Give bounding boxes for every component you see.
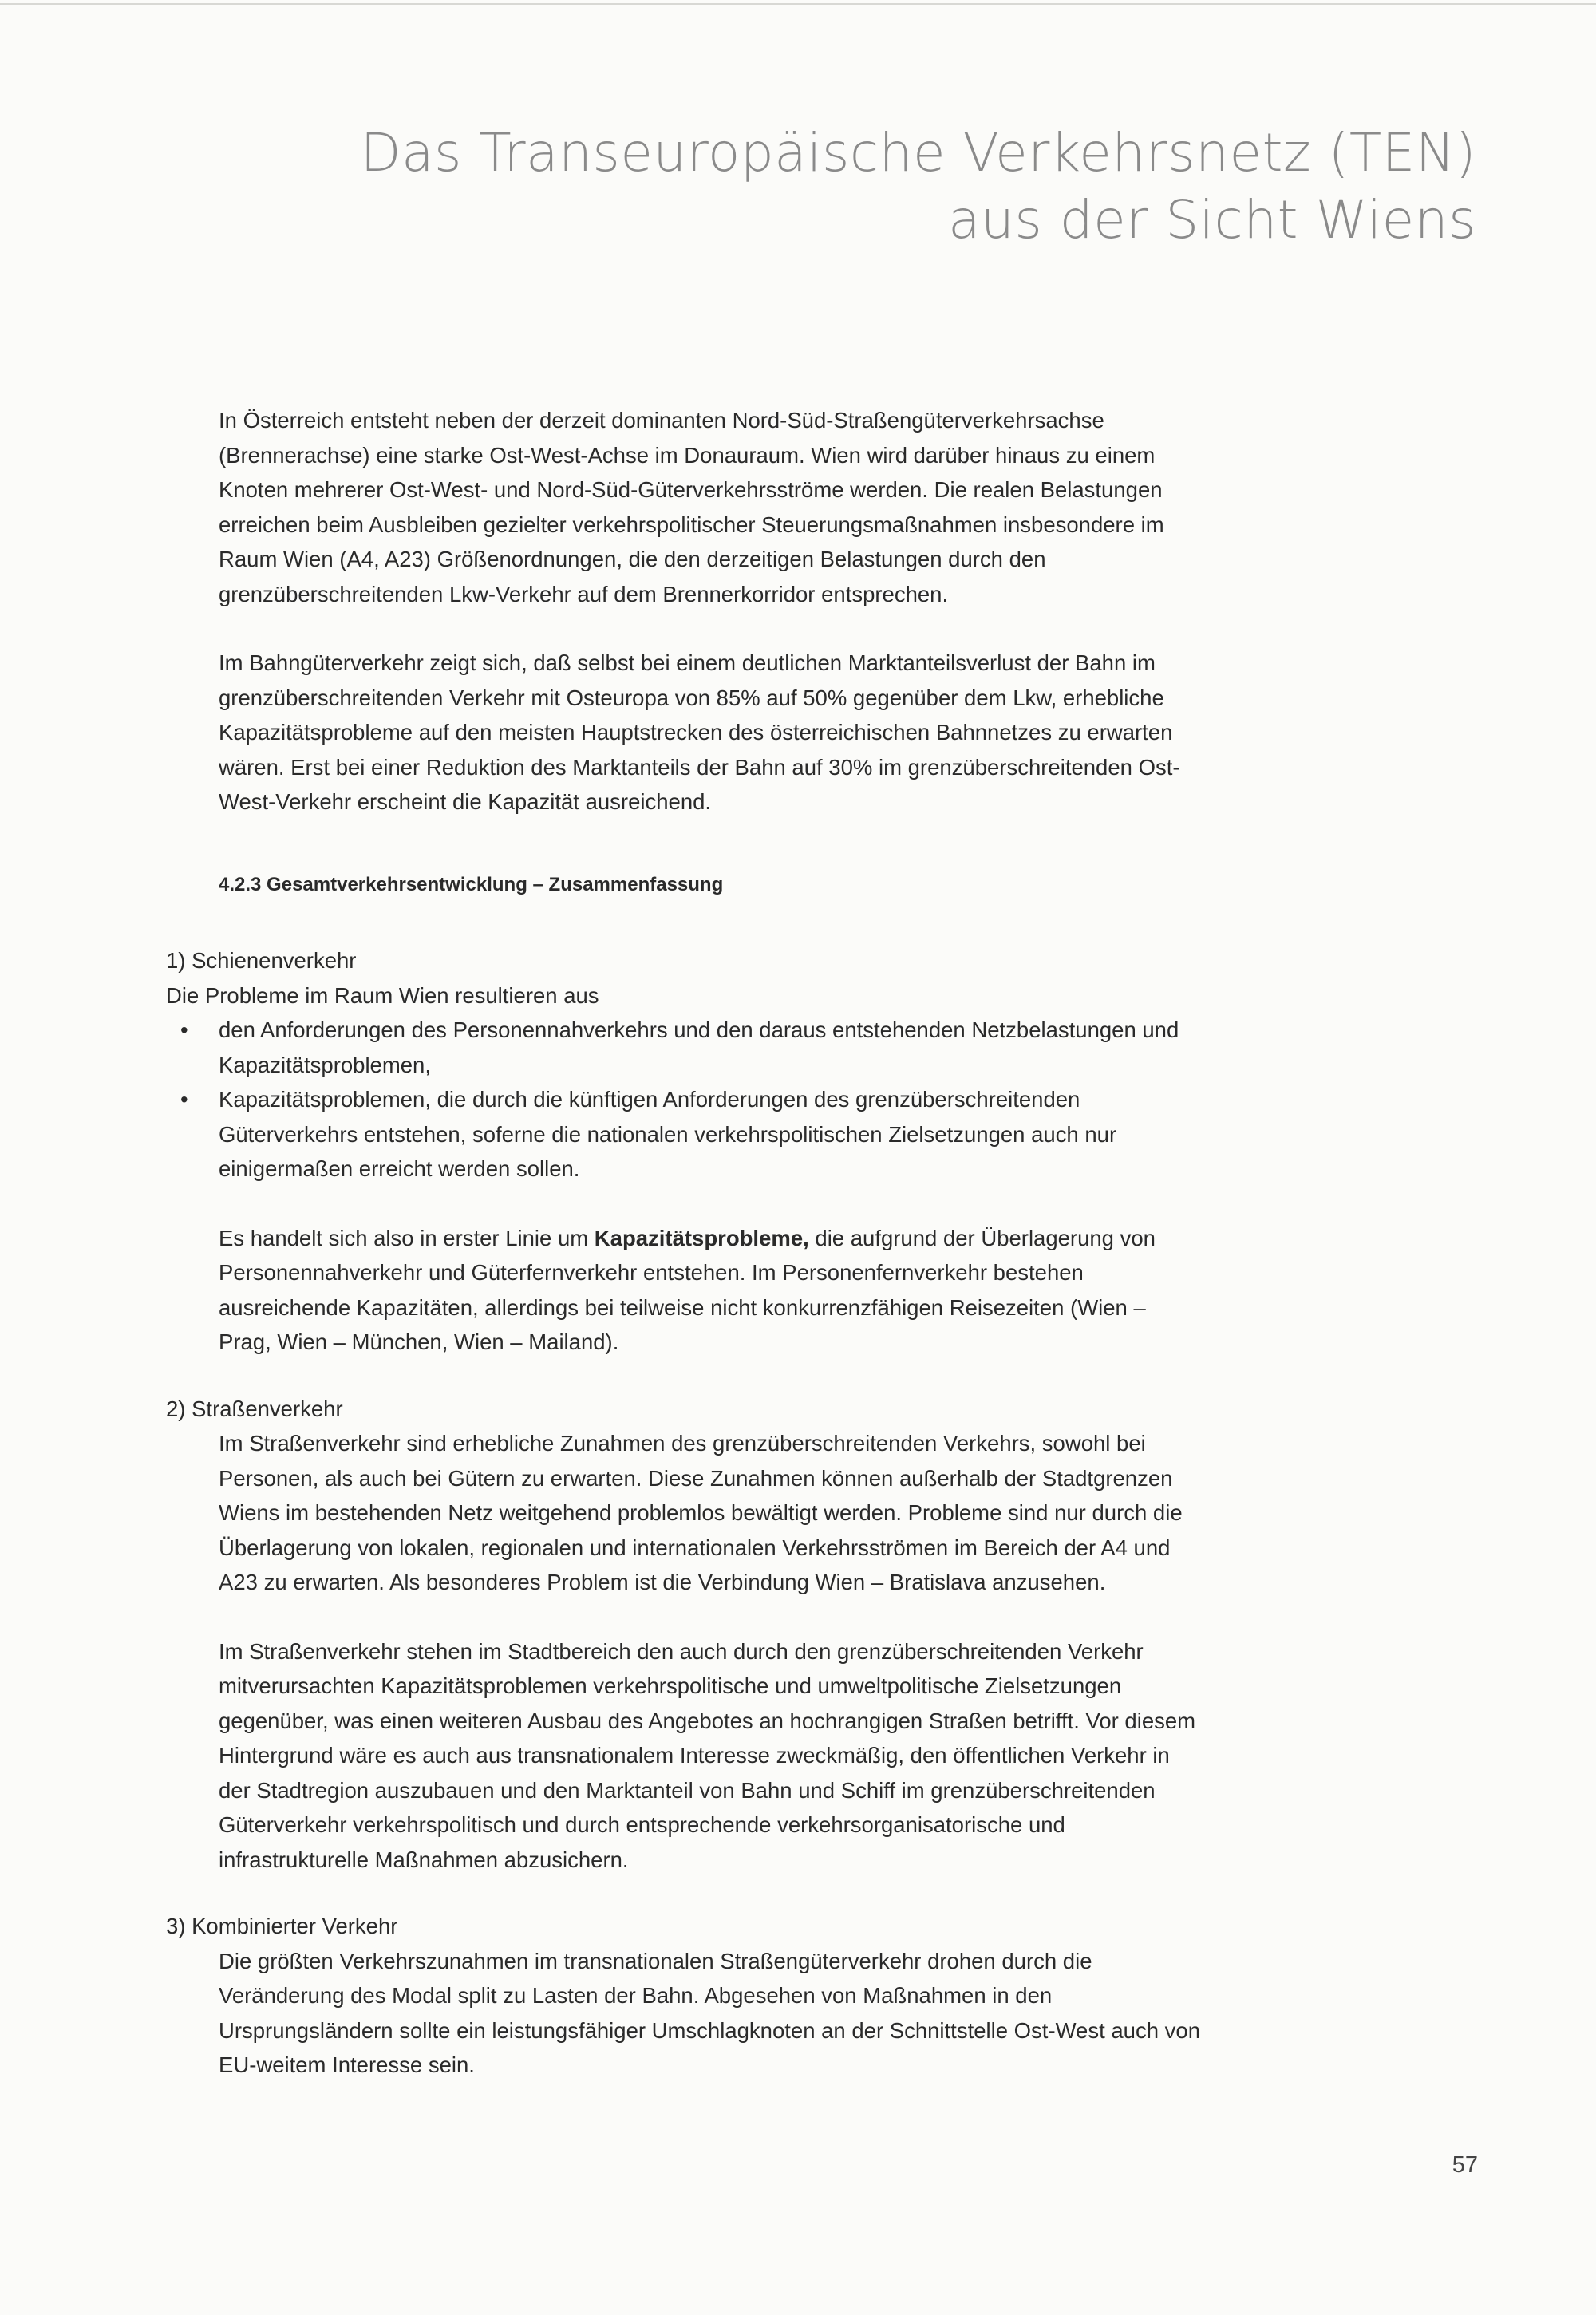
bullet-icon: • (180, 1087, 188, 1112)
rail-lead: Die Probleme im Raum Wien resultieren aus (166, 982, 599, 1008)
rail-bullet-text-1: den Anforderungen des Personennahverkehrs und den daraus entstehenden Netzbelastungen und Kapazitätsproblemen, (219, 1017, 1179, 1077)
road-paragraph-1: Im Straßenverkehr sind erhebliche Zunahmen des grenzüberschreitenden Verkehrs, sowohl bei Personen, als auch bei Gütern zu erwarten. Diese Zunahmen können außerhalb der Stadtgrenzen Wiens im bestehenden Netz weitgehend problemlos bewältigt werden. Probleme sind nur durch die Überlagerung von lokalen, regionalen und internationalen Verkehrsströmen im Bereich der A4 und A23 zu erwarten. Als besonderes Problem ist die Verbindung Wien – Bratislava anzusehen. (219, 1431, 1183, 1594)
main-content (166, 403, 1203, 2083)
rail-paragraph-start: Es handelt sich also in erster Linie um (219, 1225, 589, 1250)
rail-bullet-list (166, 1013, 1203, 1187)
list-item (180, 1082, 1203, 1187)
bullet-icon: • (180, 1017, 188, 1042)
page-title-line-2: aus der Sicht Wiens (948, 189, 1476, 251)
road-heading: 2) Straßenverkehr (166, 1396, 343, 1421)
list-item (180, 1013, 1203, 1082)
road-paragraph-2: Im Straßenverkehr stehen im Stadtbereich den auch durch den grenzüberschreitenden Verkehr mitverursachten Kapazitätsproblemen verkehrspolitische und umweltpolitische Zielsetzungen gegenüber, was einen weiteren Ausbau des Angebotes an hochrangigen Straßen betrifft. Vor diesem Hintergrund wäre es auch aus transnationalem Interesse zweckmäßig, den öffentlichen Verkehr in der Stadtregion auszubauen und den Marktanteil von Bahn und Schiff im grenzüberschreitenden Güterverkehr verkehrspolitisch und durch entsprechende verkehrsorganisatorische und infrastrukturelle Maßnahmen abzusichern. (219, 1638, 1196, 1872)
rail-paragraph-emphasis: Kapazitätsprobleme, (594, 1225, 809, 1250)
rail-paragraph-end: die aufgrund der Überlagerung von Personennahverkehr und Güterfernverkehr entstehen. Im Personenfernverkehr bestehen ausreichende Kapazitäten, allerdings bei teilweise nicht konkurrenzfähigen Reisezeiten (Wien – Prag, Wien – München, Wien – Mailand). (219, 1225, 1156, 1354)
rail-heading: 1) Schienenverkehr (166, 948, 357, 973)
page-number: 57 (1452, 2152, 1478, 2178)
combined-paragraph: Die größten Verkehrszunahmen im transnationalen Straßengüterverkehr drohen durch die Veränderung des Modal split zu Lasten der Bahn. Abgesehen von Maßnahmen in den Ursprungsländern sollte ein leistungsfähiger Umschlagknoten an der Schnittstelle Ost-West auch von EU-weitem Interesse sein. (219, 1948, 1200, 2077)
rail-paragraph (166, 1221, 1203, 1360)
page-title (361, 120, 1476, 254)
top-rule (0, 3, 1596, 5)
rail-bullet-text-2: Kapazitätsproblemen, die durch die künftigen Anforderungen des grenzüberschreitenden Güterverkehrs entstehen, soferne die nationalen verkehrspolitischen Zielsetzungen auch nur einigermaßen erreicht werden sollen. (219, 1087, 1117, 1181)
intro-paragraph-1: In Österreich entsteht neben der derzeit dominanten Nord-Süd-Straßengüterverkehrsachse (Brennerachse) eine starke Ost-West-Achse im Donauraum. Wien wird darüber hinaus zu einem Knoten mehrerer Ost-West- und Nord-Süd-Güterverkehrsströme werden. Die realen Belastungen erreichen beim Ausbleiben gezielter verkehrspolitischer Steuerungsmaßnahmen insbesondere im Raum Wien (A4, A23) Größenordnungen, die den derzeitigen Belastungen durch den grenzüberschreitenden Lkw-Verkehr auf dem Brennerkorridor entsprechen. (219, 408, 1164, 606)
section-heading: 4.2.3 Gesamtverkehrsentwicklung – Zusammenfassung (219, 873, 724, 895)
page-title-line-1: Das Transeuropäische Verkehrsnetz (TEN) (360, 122, 1476, 184)
combined-heading: 3) Kombinierter Verkehr (166, 1914, 398, 1938)
intro-paragraph-2: Im Bahngüterverkehr zeigt sich, daß selbst bei einem deutlichen Marktanteilsverlust der Bahn im grenzüberschreitenden Verkehr mit Osteuropa von 85% auf 50% gegenüber dem Lkw, erhebliche Kapazitätsprobleme auf den meisten Hauptstrecken des österreichischen Bahnnetzes zu erwarten wären. Erst bei einer Reduktion des Marktanteils der Bahn auf 30% im grenzüberschreitenden Ost-West-Verkehr erscheint die Kapazität ausreichend. (219, 650, 1180, 814)
